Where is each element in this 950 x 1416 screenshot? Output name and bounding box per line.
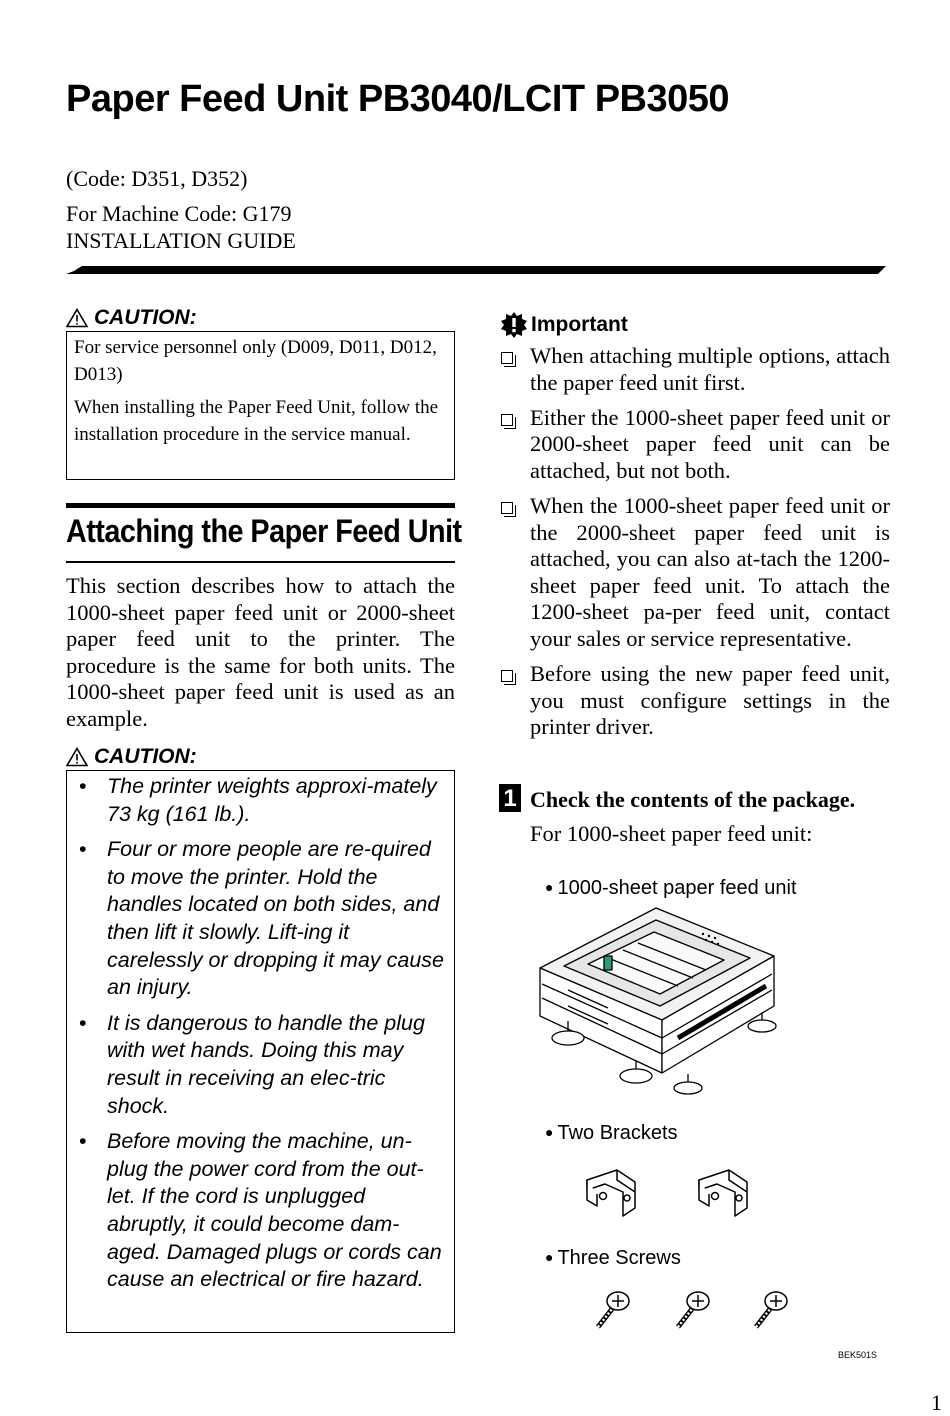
paper-feed-unit-illustration (528, 898, 778, 1103)
important-heading (500, 311, 628, 339)
header-rule (66, 265, 888, 275)
important-item: When attaching multiple options, attach the paper feed unit first. (498, 343, 890, 396)
section-rule-bottom (66, 561, 455, 563)
machine-code-line: For Machine Code: G179 (66, 201, 292, 226)
section-intro: This section describes how to attach the 1000-sheet paper feed unit or 2000-sheet paper feed unit to the printer. The procedure is the same for both units. The 1000-sheet paper feed unit is used as an example. (66, 573, 455, 731)
warning-triangle-icon (66, 308, 88, 328)
caution-item: • It is dangerous to handle the plug with wet hands. Doing this may result in receiving an elec-tric shock. (79, 1010, 425, 1118)
checkbox-icon (501, 502, 513, 514)
important-label: Important (531, 313, 628, 336)
page-number: 1 (931, 1390, 942, 1415)
bracket-icon (699, 1170, 747, 1216)
caution-label: CAUTION: (94, 745, 197, 768)
bullet-icon: ● (545, 1124, 554, 1140)
item-label-unit: ● 1000-sheet paper feed unit (545, 877, 797, 899)
step-instruction: Check the contents of the package. (530, 787, 856, 812)
warning-triangle-icon (66, 747, 88, 767)
screw-icon (756, 1292, 787, 1327)
screw-icon (678, 1292, 709, 1327)
bullet-icon: • (79, 837, 87, 862)
item-label-brackets: ● Two Brackets (545, 1122, 678, 1144)
important-burst-icon (500, 311, 528, 339)
page-title: Paper Feed Unit PB3040/LCIT PB3050 (66, 78, 730, 120)
brackets-illustration (575, 1160, 785, 1230)
checkbox-icon (501, 352, 513, 364)
step-number-badge: 1 (499, 784, 521, 812)
checkbox-icon (501, 670, 513, 682)
caution-paragraph: For service personnel only (D009, D011, D012, D013) (74, 337, 437, 385)
caution-box-top (66, 331, 455, 480)
caution-paragraph: When installing the Paper Feed Unit, follow the installation procedure in the service manual. (74, 397, 439, 445)
bullet-icon: ● (545, 1249, 554, 1265)
screw-icon (598, 1292, 629, 1327)
caution-item: • The printer weights approxi-mately 73 kg (161 lb.). (79, 774, 437, 826)
bullet-icon: ● (545, 879, 554, 895)
caution-item: • Before moving the machine, un-plug the power cord from the out-let. If the cord is unplugged abruptly, it could become dam-aged. Damaged plugs or cords can cause an electrical or fire hazard. (79, 1129, 442, 1292)
caution-heading-top (66, 306, 197, 330)
code-line: (Code: D351, D352) (66, 166, 248, 191)
important-item: When the 1000-sheet paper feed unit or the 2000-sheet paper feed unit is attached, you can also at-tach the 1200-sheet paper feed unit. To attach the 1200-sheet pa-per feed unit, contact your sales or service representative. (498, 493, 890, 653)
item-label-screws: ● Three Screws (545, 1247, 681, 1269)
caution-item: • Four or more people are re-quired to move the printer. Hold the handles located on both sides, and then lift it slowly. Lift-ing it carelessly or dropping it may cause an injury. (79, 837, 444, 1000)
caution-heading-list (66, 745, 197, 769)
important-item: Before using the new paper feed unit, you must configure settings in the printer driver. (498, 661, 890, 741)
caution-list (75, 773, 444, 1294)
section-title: Attaching the Paper Feed Unit (66, 513, 462, 549)
bullet-icon: • (79, 1129, 87, 1154)
bullet-icon: • (79, 774, 87, 798)
figure-code: BEK501S (838, 1350, 878, 1360)
checkbox-icon (501, 414, 513, 426)
caution-box-list (66, 770, 455, 1333)
section-rule-top (66, 503, 455, 508)
important-item: Either the 1000-sheet paper feed unit or 2000-sheet paper feed unit can be attached, but not both. (498, 405, 890, 485)
important-list (498, 343, 890, 749)
screws-illustration (590, 1283, 800, 1333)
guide-type: INSTALLATION GUIDE (66, 228, 296, 253)
step-subtext: For 1000-sheet paper feed unit: (530, 821, 813, 846)
caution-label: CAUTION: (94, 306, 197, 329)
bullet-icon: • (79, 1010, 87, 1035)
bracket-icon (587, 1170, 635, 1216)
